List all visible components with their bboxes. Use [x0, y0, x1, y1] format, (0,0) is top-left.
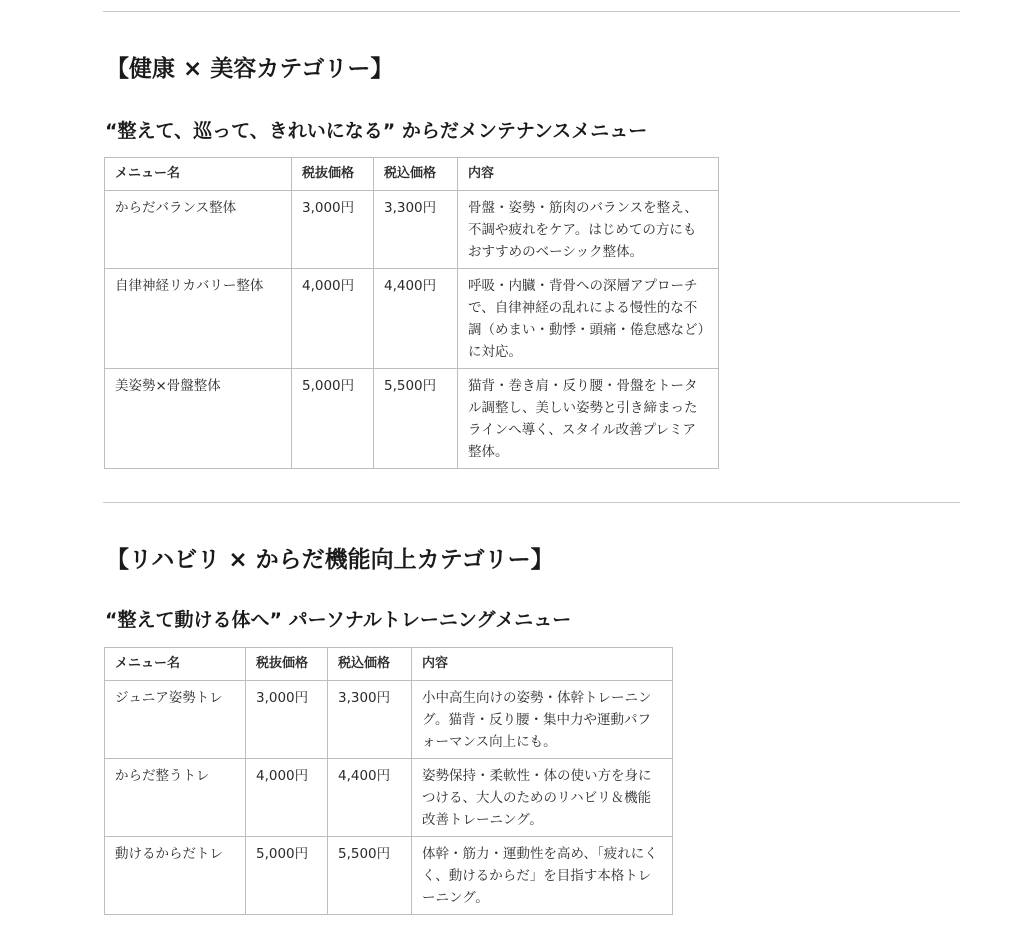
header-price-incl-tax: 税込価格 [374, 158, 458, 191]
table-header-row [105, 158, 719, 191]
price-excl-cell: 3,000円 [292, 191, 374, 269]
category-heading-beauty: 【健康 × 美容カテゴリー】 [106, 56, 394, 82]
price-excl-cell: 5,000円 [246, 837, 328, 915]
menu-name-cell: ジュニア姿勢トレ [105, 681, 246, 759]
price-incl-cell: 5,500円 [374, 369, 458, 469]
table-header-row [105, 648, 673, 681]
category-heading-rehab: 【リハビリ × からだ機能向上カテゴリー】 [106, 547, 554, 573]
price-incl-cell: 4,400円 [374, 269, 458, 369]
description-cell: 骨盤・姿勢・筋肉のバランスを整え、不調や疲れをケア。はじめての方にもおすすめのベーシック整体。 [458, 191, 719, 269]
table-row [105, 269, 719, 369]
price-incl-cell: 3,300円 [328, 681, 412, 759]
price-excl-cell: 4,000円 [246, 759, 328, 837]
price-incl-cell: 5,500円 [328, 837, 412, 915]
header-description: 内容 [412, 648, 673, 681]
header-menu-name: メニュー名 [105, 648, 246, 681]
table-row [105, 837, 673, 915]
menu-name-cell: からだ整うトレ [105, 759, 246, 837]
training-menu-table [104, 647, 673, 915]
price-incl-cell: 3,300円 [374, 191, 458, 269]
top-divider [103, 11, 960, 12]
table-row [105, 369, 719, 469]
header-price-excl-tax: 税抜価格 [292, 158, 374, 191]
menu-name-cell: 美姿勢×骨盤整体 [105, 369, 292, 469]
header-menu-name: メニュー名 [105, 158, 292, 191]
description-cell: 呼吸・内臓・背骨への深層アプローチで、自律神経の乱れによる慢性的な不調（めまい・動悸・頭痛・倦怠感など）に対応。 [458, 269, 719, 369]
header-description: 内容 [458, 158, 719, 191]
header-price-excl-tax: 税抜価格 [246, 648, 328, 681]
section-divider [103, 502, 960, 503]
description-cell: 猫背・巻き肩・反り腰・骨盤をトータル調整し、美しい姿勢と引き締まったラインへ導く、スタイル改善プレミア整体。 [458, 369, 719, 469]
price-excl-cell: 5,000円 [292, 369, 374, 469]
price-excl-cell: 3,000円 [246, 681, 328, 759]
maintenance-menu-table [104, 157, 719, 469]
menu-name-cell: 自律神経リカバリー整体 [105, 269, 292, 369]
menu-subtitle-training: “整えて動ける体へ” パーソナルトレーニングメニュー [105, 609, 572, 631]
description-cell: 姿勢保持・柔軟性・体の使い方を身につける、大人のためのリハビリ＆機能改善トレーニング。 [412, 759, 673, 837]
menu-name-cell: からだバランス整体 [105, 191, 292, 269]
description-cell: 体幹・筋力・運動性を高め、「疲れにくく、動けるからだ」を目指す本格トレーニング。 [412, 837, 673, 915]
table-row [105, 759, 673, 837]
table-row [105, 191, 719, 269]
menu-subtitle-maintenance: “整えて、巡って、きれいになる” からだメンテナンスメニュー [105, 120, 648, 142]
price-excl-cell: 4,000円 [292, 269, 374, 369]
header-price-incl-tax: 税込価格 [328, 648, 412, 681]
price-incl-cell: 4,400円 [328, 759, 412, 837]
description-cell: 小中高生向けの姿勢・体幹トレーニング。猫背・反り腰・集中力や運動パフォーマンス向上にも。 [412, 681, 673, 759]
table-row [105, 681, 673, 759]
menu-name-cell: 動けるからだトレ [105, 837, 246, 915]
